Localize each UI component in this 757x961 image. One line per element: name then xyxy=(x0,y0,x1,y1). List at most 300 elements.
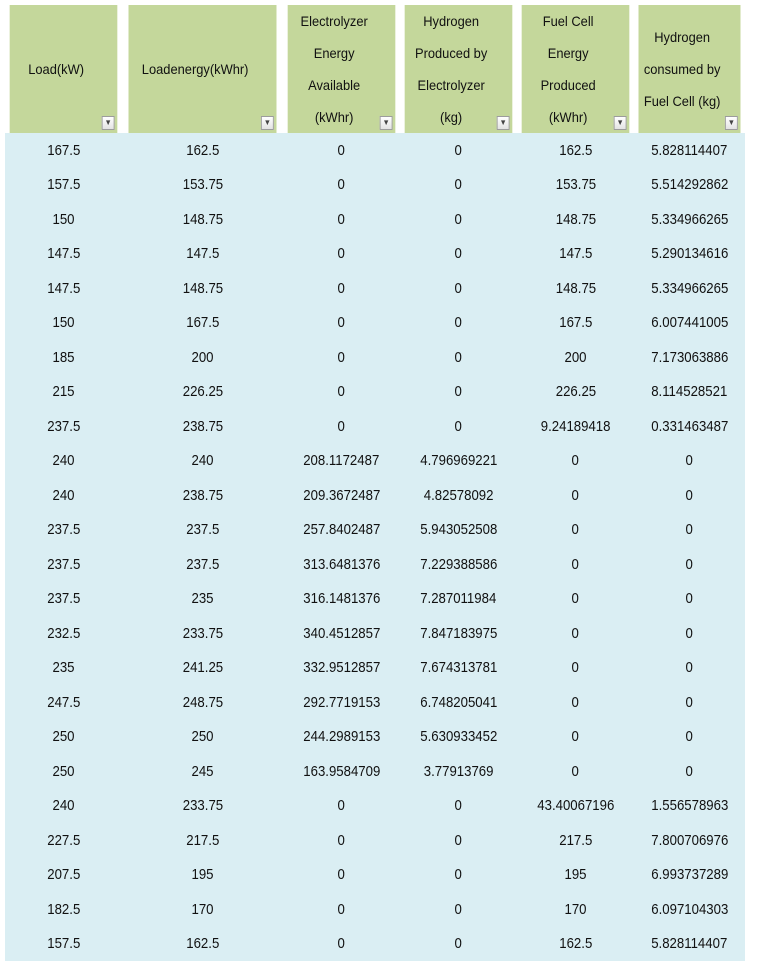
cell-value: 0 xyxy=(572,694,579,711)
table-cell[interactable] xyxy=(5,616,122,651)
cell-value: 5.630933452 xyxy=(420,728,497,745)
table-cell[interactable] xyxy=(122,444,283,479)
column-header-hydrogen-consumed xyxy=(638,5,740,133)
filter-dropdown-icon[interactable]: ▼ xyxy=(497,116,510,130)
table-cell[interactable] xyxy=(5,306,122,341)
table-cell[interactable] xyxy=(5,271,122,306)
table-cell[interactable] xyxy=(122,202,283,237)
table-cell[interactable] xyxy=(5,375,122,410)
table-cell[interactable] xyxy=(122,513,283,548)
table-cell[interactable] xyxy=(122,340,283,375)
cell-value: 0 xyxy=(455,418,462,435)
table-header xyxy=(5,5,745,133)
cell-value: 5.514292862 xyxy=(651,176,728,193)
cell-value: 6.748205041 xyxy=(420,694,497,711)
header-row xyxy=(5,5,745,133)
table-cell[interactable] xyxy=(400,513,517,548)
table-cell[interactable] xyxy=(517,685,634,720)
table-cell[interactable] xyxy=(400,789,517,824)
table-row xyxy=(5,547,745,582)
cell-value: 340.4512857 xyxy=(303,625,380,642)
filter-dropdown-icon[interactable]: ▼ xyxy=(614,116,627,130)
cell-value: 237.5 xyxy=(47,590,80,607)
table-cell[interactable] xyxy=(283,651,400,686)
table-row xyxy=(5,685,745,720)
table-cell[interactable] xyxy=(5,547,122,582)
cell-value: 235 xyxy=(191,590,213,607)
table-cell[interactable] xyxy=(5,478,122,513)
table-cell[interactable] xyxy=(400,478,517,513)
table-cell[interactable] xyxy=(634,133,745,168)
table-cell[interactable] xyxy=(634,892,745,927)
cell-value: 0 xyxy=(686,521,693,538)
table-cell[interactable] xyxy=(122,685,283,720)
cell-value: 150 xyxy=(52,211,74,228)
table-cell[interactable] xyxy=(400,685,517,720)
table-cell[interactable] xyxy=(634,409,745,444)
cell-value: 244.2989153 xyxy=(303,728,380,745)
cell-value: 147.5 xyxy=(186,245,219,262)
table-cell[interactable] xyxy=(634,651,745,686)
cell-value: 1.556578963 xyxy=(651,797,728,814)
filter-dropdown-icon[interactable]: ▼ xyxy=(725,116,738,130)
table-cell[interactable] xyxy=(517,133,634,168)
cell-value: 0 xyxy=(455,935,462,952)
table-cell[interactable] xyxy=(400,375,517,410)
cell-value: 233.75 xyxy=(182,625,222,642)
filter-dropdown-icon[interactable]: ▼ xyxy=(261,116,274,130)
table-cell[interactable] xyxy=(634,927,745,961)
table-cell[interactable] xyxy=(122,168,283,203)
cell-value: 0 xyxy=(338,245,345,262)
table-cell[interactable] xyxy=(122,616,283,651)
cell-value: 207.5 xyxy=(47,866,80,883)
table-row xyxy=(5,340,745,375)
cell-value: 5.334966265 xyxy=(651,280,728,297)
table-cell[interactable] xyxy=(634,478,745,513)
table-cell[interactable] xyxy=(634,823,745,858)
table-cell[interactable] xyxy=(400,306,517,341)
cell-value: 240 xyxy=(52,452,74,469)
table-cell[interactable] xyxy=(122,720,283,755)
table-cell[interactable] xyxy=(122,547,283,582)
cell-value: 292.7719153 xyxy=(303,694,380,711)
table-cell[interactable] xyxy=(634,720,745,755)
table-cell[interactable] xyxy=(5,754,122,789)
table-cell[interactable] xyxy=(283,685,400,720)
table-cell[interactable] xyxy=(517,237,634,272)
table-cell[interactable] xyxy=(283,375,400,410)
table-cell[interactable] xyxy=(5,202,122,237)
cell-value: 162.5 xyxy=(559,935,592,952)
table-cell[interactable] xyxy=(5,444,122,479)
table-cell[interactable] xyxy=(634,616,745,651)
cell-value: 7.674313781 xyxy=(420,659,497,676)
table-cell[interactable] xyxy=(283,133,400,168)
cell-value: 0 xyxy=(338,211,345,228)
table-cell[interactable] xyxy=(283,202,400,237)
table-cell[interactable] xyxy=(283,271,400,306)
cell-value: 0 xyxy=(338,832,345,849)
cell-value: 0 xyxy=(338,176,345,193)
table-cell[interactable] xyxy=(400,754,517,789)
table-cell[interactable] xyxy=(517,478,634,513)
cell-value: 4.796969221 xyxy=(420,452,497,469)
cell-value: 226.25 xyxy=(555,383,595,400)
column-header-label: Hydrogen Produced by Electrolyzer (kg) xyxy=(407,5,496,133)
cell-value: 0 xyxy=(686,625,693,642)
table-cell[interactable] xyxy=(517,409,634,444)
table-cell[interactable] xyxy=(634,237,745,272)
table-cell[interactable] xyxy=(283,582,400,617)
table-cell[interactable] xyxy=(634,444,745,479)
cell-value: 237.5 xyxy=(47,521,80,538)
table-cell[interactable] xyxy=(5,823,122,858)
cell-value: 0 xyxy=(686,728,693,745)
table-cell[interactable] xyxy=(122,409,283,444)
cell-value: 233.75 xyxy=(182,797,222,814)
table-cell[interactable] xyxy=(122,892,283,927)
table-cell[interactable] xyxy=(122,651,283,686)
table-cell[interactable] xyxy=(634,271,745,306)
cell-value: 147.5 xyxy=(47,280,80,297)
cell-value: 7.800706976 xyxy=(651,832,728,849)
table-row xyxy=(5,651,745,686)
table-cell[interactable] xyxy=(517,168,634,203)
table-row xyxy=(5,271,745,306)
table-cell[interactable] xyxy=(283,168,400,203)
table-cell[interactable] xyxy=(5,237,122,272)
table-cell[interactable] xyxy=(122,582,283,617)
table-cell[interactable] xyxy=(283,789,400,824)
cell-value: 0 xyxy=(338,142,345,159)
table-cell[interactable] xyxy=(634,306,745,341)
table-cell[interactable] xyxy=(517,823,634,858)
cell-value: 148.75 xyxy=(182,280,222,297)
table-cell[interactable] xyxy=(517,651,634,686)
cell-value: 0 xyxy=(686,590,693,607)
table-cell[interactable] xyxy=(400,720,517,755)
table-cell[interactable] xyxy=(5,168,122,203)
cell-value: 0 xyxy=(455,901,462,918)
table-cell[interactable] xyxy=(517,858,634,893)
cell-value: 167.5 xyxy=(186,314,219,331)
table-cell[interactable] xyxy=(5,720,122,755)
cell-value: 0 xyxy=(572,521,579,538)
table-cell[interactable] xyxy=(400,202,517,237)
table-cell[interactable] xyxy=(283,478,400,513)
table-cell[interactable] xyxy=(5,582,122,617)
cell-value: 250 xyxy=(52,728,74,745)
cell-value: 240 xyxy=(52,797,74,814)
cell-value: 0 xyxy=(455,142,462,159)
cell-value: 182.5 xyxy=(47,901,80,918)
cell-value: 148.75 xyxy=(555,211,595,228)
cell-value: 200 xyxy=(564,349,586,366)
cell-value: 0 xyxy=(686,694,693,711)
table-cell[interactable] xyxy=(517,306,634,341)
cell-value: 0 xyxy=(338,349,345,366)
cell-value: 0 xyxy=(572,590,579,607)
table-cell[interactable] xyxy=(122,858,283,893)
table-cell[interactable] xyxy=(517,754,634,789)
cell-value: 157.5 xyxy=(47,176,80,193)
table-cell[interactable] xyxy=(400,340,517,375)
table-cell[interactable] xyxy=(517,892,634,927)
table-cell[interactable] xyxy=(400,858,517,893)
table-cell[interactable] xyxy=(634,685,745,720)
table-cell[interactable] xyxy=(634,858,745,893)
table-row xyxy=(5,720,745,755)
table-cell[interactable] xyxy=(634,789,745,824)
cell-value: 162.5 xyxy=(186,935,219,952)
cell-value: 316.1481376 xyxy=(303,590,380,607)
table-row xyxy=(5,858,745,893)
table-cell[interactable] xyxy=(5,789,122,824)
cell-value: 0 xyxy=(338,314,345,331)
cell-value: 8.114528521 xyxy=(651,383,727,400)
cell-value: 147.5 xyxy=(47,245,80,262)
table-cell[interactable] xyxy=(400,616,517,651)
table-cell[interactable] xyxy=(517,271,634,306)
cell-value: 3.77913769 xyxy=(424,763,494,780)
column-header-fuel-cell-energy xyxy=(522,5,630,133)
table-cell[interactable] xyxy=(400,927,517,961)
table-row xyxy=(5,513,745,548)
table-cell[interactable] xyxy=(634,202,745,237)
table-cell[interactable] xyxy=(5,651,122,686)
cell-value: 215 xyxy=(52,383,74,400)
table-body xyxy=(5,133,745,961)
table-row xyxy=(5,582,745,617)
cell-value: 0 xyxy=(338,418,345,435)
cell-value: 237.5 xyxy=(186,556,219,573)
table-row xyxy=(5,444,745,479)
table-cell[interactable] xyxy=(283,927,400,961)
cell-value: 0 xyxy=(686,556,693,573)
table-cell[interactable] xyxy=(283,306,400,341)
cell-value: 5.828114407 xyxy=(651,935,727,952)
cell-value: 0 xyxy=(455,866,462,883)
table-cell[interactable] xyxy=(400,892,517,927)
table-cell[interactable] xyxy=(122,823,283,858)
cell-value: 0 xyxy=(686,659,693,676)
data-table xyxy=(5,5,745,961)
cell-value: 0 xyxy=(686,452,693,469)
cell-value: 208.1172487 xyxy=(303,452,379,469)
cell-value: 217.5 xyxy=(559,832,592,849)
table-cell[interactable] xyxy=(517,375,634,410)
table-row xyxy=(5,892,745,927)
table-cell[interactable] xyxy=(400,582,517,617)
cell-value: 157.5 xyxy=(47,935,80,952)
column-header-load-energy xyxy=(128,5,276,133)
cell-value: 0 xyxy=(572,625,579,642)
table-row xyxy=(5,375,745,410)
table-row xyxy=(5,168,745,203)
table-cell[interactable] xyxy=(400,237,517,272)
cell-value: 237.5 xyxy=(186,521,219,538)
cell-value: 0 xyxy=(338,280,345,297)
cell-value: 7.229388586 xyxy=(420,556,497,573)
column-header-hydrogen-produced xyxy=(405,5,513,133)
cell-value: 6.993737289 xyxy=(651,866,728,883)
table-cell[interactable] xyxy=(634,513,745,548)
table-cell[interactable] xyxy=(283,892,400,927)
spreadsheet xyxy=(5,5,745,961)
table-cell[interactable] xyxy=(283,720,400,755)
table-cell[interactable] xyxy=(517,789,634,824)
table-cell[interactable] xyxy=(283,547,400,582)
table-cell[interactable] xyxy=(122,133,283,168)
column-header-label: Hydrogen consumed by Fuel Cell (kg) xyxy=(640,21,724,117)
cell-value: 195 xyxy=(191,866,213,883)
cell-value: 0 xyxy=(455,211,462,228)
cell-value: 5.334966265 xyxy=(651,211,728,228)
table-cell[interactable] xyxy=(5,892,122,927)
table-cell[interactable] xyxy=(283,858,400,893)
table-cell[interactable] xyxy=(283,409,400,444)
table-cell[interactable] xyxy=(517,444,634,479)
cell-value: 153.75 xyxy=(182,176,222,193)
table-cell[interactable] xyxy=(5,685,122,720)
cell-value: 0 xyxy=(455,314,462,331)
table-cell[interactable] xyxy=(517,616,634,651)
table-row xyxy=(5,133,745,168)
table-cell[interactable] xyxy=(517,720,634,755)
table-cell[interactable] xyxy=(122,306,283,341)
table-cell[interactable] xyxy=(5,927,122,961)
table-cell[interactable] xyxy=(517,202,634,237)
table-cell[interactable] xyxy=(400,547,517,582)
cell-value: 238.75 xyxy=(182,418,222,435)
table-cell[interactable] xyxy=(634,340,745,375)
cell-value: 232.5 xyxy=(47,625,80,642)
cell-value: 0 xyxy=(572,763,579,780)
table-cell[interactable] xyxy=(122,271,283,306)
cell-value: 200 xyxy=(191,349,213,366)
table-cell[interactable] xyxy=(634,547,745,582)
cell-value: 0 xyxy=(338,866,345,883)
table-cell[interactable] xyxy=(634,375,745,410)
table-row xyxy=(5,409,745,444)
cell-value: 0.331463487 xyxy=(651,418,728,435)
table-cell[interactable] xyxy=(517,927,634,961)
filter-dropdown-icon[interactable]: ▼ xyxy=(380,116,393,130)
table-cell[interactable] xyxy=(400,823,517,858)
table-row xyxy=(5,616,745,651)
table-cell[interactable] xyxy=(400,444,517,479)
cell-value: 0 xyxy=(572,728,579,745)
cell-value: 0 xyxy=(455,349,462,366)
cell-value: 170 xyxy=(564,901,586,918)
cell-value: 170 xyxy=(191,901,213,918)
table-cell[interactable] xyxy=(122,789,283,824)
cell-value: 0 xyxy=(455,280,462,297)
table-cell[interactable] xyxy=(517,340,634,375)
cell-value: 250 xyxy=(52,763,74,780)
table-cell[interactable] xyxy=(400,651,517,686)
table-cell[interactable] xyxy=(283,754,400,789)
table-cell[interactable] xyxy=(283,237,400,272)
table-cell[interactable] xyxy=(400,409,517,444)
cell-value: 0 xyxy=(455,383,462,400)
column-header-label: Loadenergy(kWhr) xyxy=(130,53,260,85)
table-cell[interactable] xyxy=(283,513,400,548)
table-cell[interactable] xyxy=(400,271,517,306)
cell-value: 240 xyxy=(191,452,213,469)
column-header-electrolyzer-energy xyxy=(288,5,396,133)
cell-value: 238.75 xyxy=(182,487,222,504)
table-cell[interactable] xyxy=(5,409,122,444)
cell-value: 237.5 xyxy=(47,418,80,435)
table-cell[interactable] xyxy=(5,513,122,548)
cell-value: 237.5 xyxy=(47,556,80,573)
table-cell[interactable] xyxy=(634,168,745,203)
cell-value: 43.40067196 xyxy=(537,797,614,814)
table-cell[interactable] xyxy=(122,478,283,513)
column-header-label: Load(kW) xyxy=(12,53,101,85)
cell-value: 7.287011984 xyxy=(420,590,496,607)
table-cell[interactable] xyxy=(5,133,122,168)
table-cell[interactable] xyxy=(517,513,634,548)
table-cell[interactable] xyxy=(5,340,122,375)
table-cell[interactable] xyxy=(122,237,283,272)
table-cell[interactable] xyxy=(283,444,400,479)
table-cell[interactable] xyxy=(517,547,634,582)
cell-value: 241.25 xyxy=(182,659,222,676)
table-cell[interactable] xyxy=(634,582,745,617)
cell-value: 150 xyxy=(52,314,74,331)
cell-value: 5.290134616 xyxy=(651,245,728,262)
cell-value: 248.75 xyxy=(182,694,222,711)
table-row xyxy=(5,789,745,824)
cell-value: 5.943052508 xyxy=(420,521,497,538)
table-cell[interactable] xyxy=(5,858,122,893)
table-cell[interactable] xyxy=(122,927,283,961)
cell-value: 235 xyxy=(52,659,74,676)
cell-value: 0 xyxy=(686,487,693,504)
table-cell[interactable] xyxy=(400,168,517,203)
cell-value: 217.5 xyxy=(186,832,219,849)
cell-value: 0 xyxy=(455,832,462,849)
table-cell[interactable] xyxy=(283,823,400,858)
cell-value: 227.5 xyxy=(47,832,80,849)
cell-value: 147.5 xyxy=(559,245,592,262)
table-cell[interactable] xyxy=(283,616,400,651)
filter-dropdown-icon[interactable]: ▼ xyxy=(102,116,115,130)
table-cell[interactable] xyxy=(517,582,634,617)
cell-value: 0 xyxy=(338,901,345,918)
cell-value: 9.24189418 xyxy=(541,418,611,435)
table-cell[interactable] xyxy=(634,754,745,789)
table-cell[interactable] xyxy=(400,133,517,168)
cell-value: 6.007441005 xyxy=(651,314,728,331)
cell-value: 332.9512857 xyxy=(303,659,380,676)
table-cell[interactable] xyxy=(122,375,283,410)
column-header-load xyxy=(10,5,118,133)
cell-value: 148.75 xyxy=(182,211,222,228)
cell-value: 247.5 xyxy=(47,694,80,711)
cell-value: 0 xyxy=(572,659,579,676)
cell-value: 162.5 xyxy=(186,142,219,159)
cell-value: 209.3672487 xyxy=(303,487,380,504)
cell-value: 0 xyxy=(338,797,345,814)
cell-value: 313.6481376 xyxy=(303,556,380,573)
cell-value: 0 xyxy=(338,935,345,952)
table-cell[interactable] xyxy=(283,340,400,375)
table-cell[interactable] xyxy=(122,754,283,789)
